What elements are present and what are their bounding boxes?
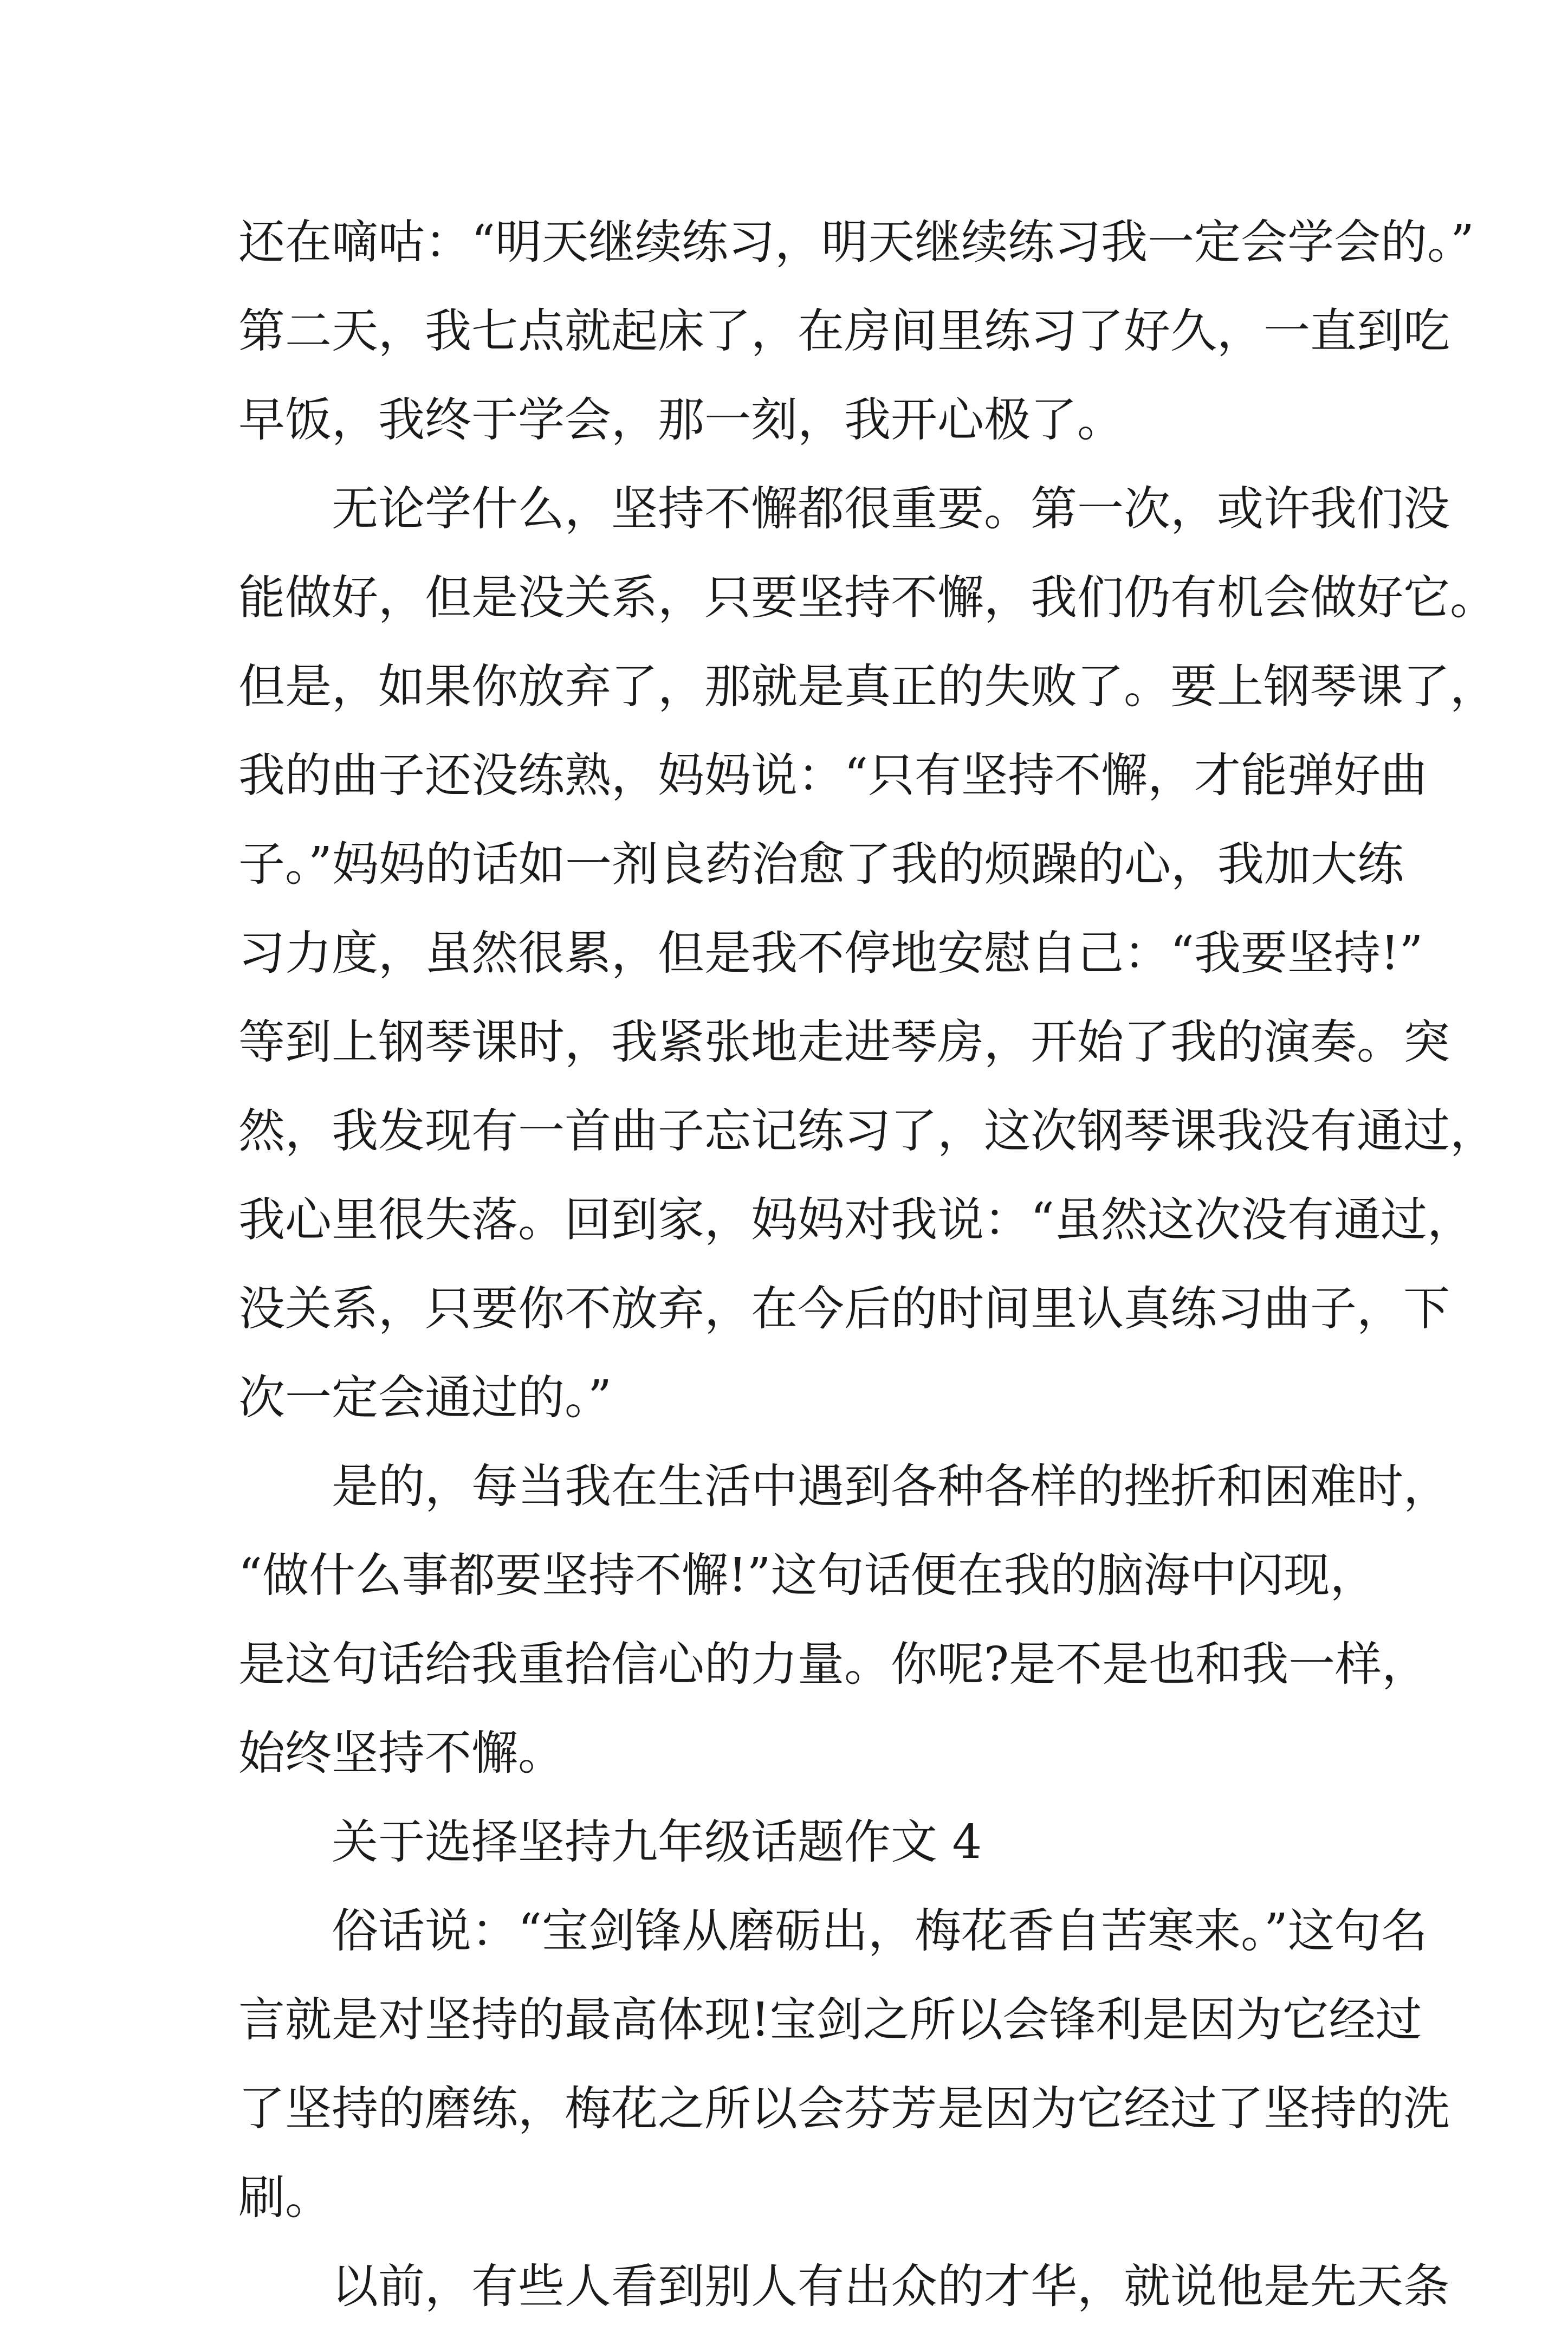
text-line: 我的曲子还没练熟，妈妈说：“只有坚持不懈，才能弹好曲 [238, 748, 1427, 803]
text-line: 次一定会通过的。” [238, 1371, 612, 1425]
text-line: 言就是对坚持的最高体现!宝剑之所以会锋利是因为它经过 [238, 1993, 1422, 2047]
text-line: 是这句话给我重拾信心的力量。你呢?是不是也和我一样， [238, 1637, 1429, 1691]
text-line: 子。”妈妈的话如一剂良药治愈了我的烦躁的心，我加大练 [238, 837, 1404, 892]
paragraph-start-line: 以前，有些人看到别人有出众的才华，就说他是先天条 [332, 2259, 1450, 2314]
text-line: 还在嘀咕：“明天继续练习，明天继续练习我一定会学会的。” [238, 215, 1474, 269]
section-heading: 关于选择坚持九年级话题作文 4 [332, 1815, 982, 1869]
paragraph-start-line: 无论学什么，坚持不懈都很重要。第一次，或许我们没 [332, 482, 1450, 536]
text-line: 始终坚持不懈。 [238, 1726, 565, 1780]
text-line: 了坚持的磨练，梅花之所以会芬芳是因为它经过了坚持的洗 [238, 2082, 1450, 2136]
paragraph-start-line: 是的，每当我在生活中遇到各种各样的挫折和困难时， [332, 1460, 1450, 1514]
text-line: 没关系，只要你不放弃，在今后的时间里认真练习曲子，下 [238, 1282, 1450, 1336]
text-line: 但是，如果你放弃了，那就是真正的失败了。要上钢琴课了， [238, 660, 1496, 714]
text-line: 习力度，虽然很累，但是我不停地安慰自己：“我要坚持!” [238, 926, 1423, 980]
paragraph-start-line: 俗话说：“宝剑锋从磨砺出，梅花香自苦寒来。”这句名 [332, 1904, 1428, 1958]
essay-text [238, 198, 1496, 2331]
text-line: “做什么事都要坚持不懈!”这句话便在我的脑海中闪现， [238, 1548, 1377, 1603]
text-line: 第二天，我七点就起床了，在房间里练习了好久，一直到吃 [238, 304, 1450, 358]
text-line: 我心里很失落。回到家，妈妈对我说：“虽然这次没有通过， [238, 1193, 1474, 1247]
text-line: 然，我发现有一首曲子忘记练习了，这次钢琴课我没有通过， [238, 1104, 1496, 1158]
text-line: 早饭，我终于学会，那一刻，我开心极了。 [238, 393, 1124, 447]
text-line: 能做好，但是没关系，只要坚持不懈，我们仍有机会做好它。 [238, 571, 1496, 625]
text-line: 刷。 [238, 2171, 332, 2225]
text-line: 等到上钢琴课时，我紧张地走进琴房，开始了我的演奏。突 [238, 1015, 1450, 1069]
